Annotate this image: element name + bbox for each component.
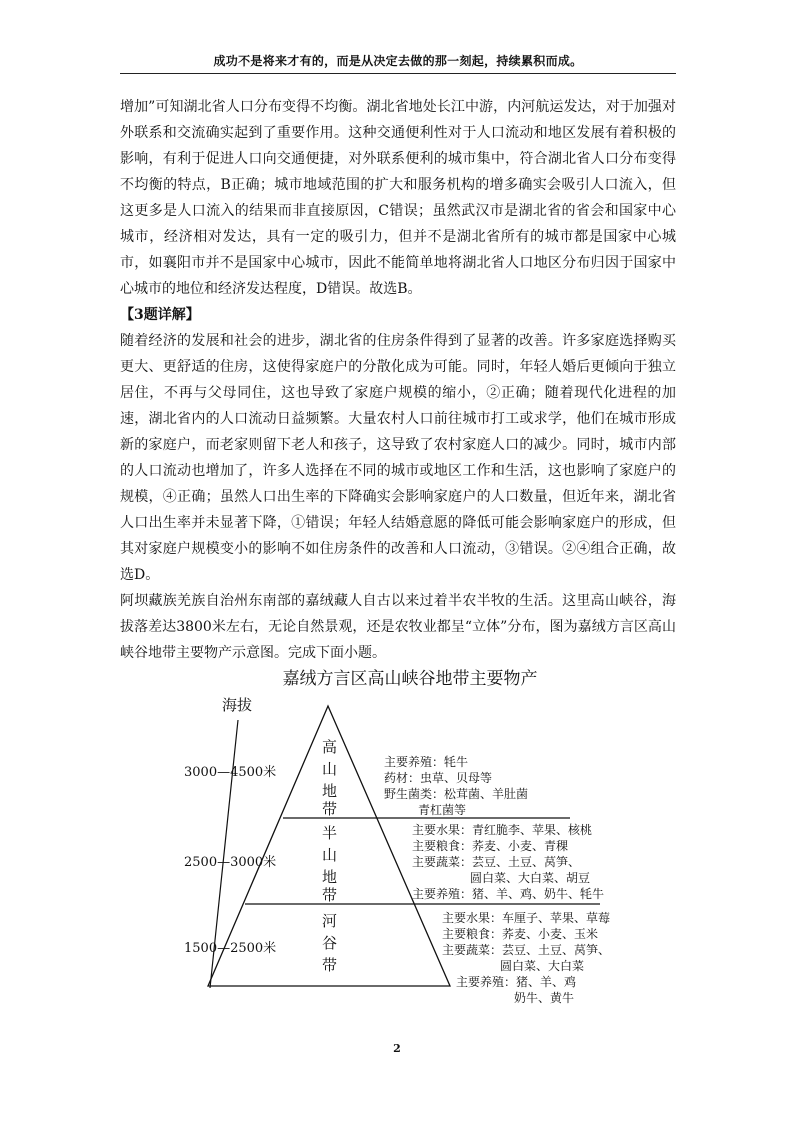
- product-line: 主要粮食：荞麦、小麦、青稞: [412, 839, 569, 853]
- altitude-label-low: 1500—2500米: [184, 941, 277, 956]
- page-header-motto: 成功不是将来才有的，而是从决定去做的那一刻起，持续累积而成。: [213, 54, 583, 68]
- zone-name-valley: [322, 912, 337, 974]
- product-line: 圆白菜、大白菜、胡豆: [470, 871, 591, 885]
- product-line: 主要蔬菜：芸豆、土豆、莴笋、: [442, 943, 611, 957]
- zone-name-high-mountain: [322, 738, 337, 818]
- paragraph-answer-3: 随着经济的发展和社会的进步，湖北省的住房条件得到了显著的改善。许多家庭选择购买更大、更舒适的住房，这使得家庭户的分散化成为可能。同时，年轻人婚后更倾向于独立居住，不再与父母同住，这也导致了家庭户规模的缩小，②正确；随着现代化进程的加速，湖北省内的人口流动日益频繁。大量农村人口前往城市打工或求学，他们在城市形成新的家庭户，而老家则留下老人和孩子，这导致了农村家庭人口的减少。同时，城市内部的人口流动也增加了，许多人选择在不同的城市或地区工作和生活，这也影响了家庭户的规模，④正确；虽然人口出生率的下降确实会影响家庭户的人口数量，但近年来，湖北省人口出生率并未显著下降，①错误；年轻人结婚意愿的降低可能会影响家庭户的形成，但其对家庭户规模变小的影响不如住房条件的改善和人口流动，③错误。②④组合正确，故选D。: [120, 333, 676, 583]
- zone-name-char: 谷: [322, 934, 338, 952]
- zone-name-char: 带: [322, 956, 338, 974]
- zone-name-char: 带: [322, 800, 338, 818]
- product-line: 主要养殖：猪、羊、鸡: [456, 975, 577, 989]
- paragraph-answer-2-conclusion: 增加”可知湖北省人口分布变得不均衡。湖北省地处长江中游，内河航运发达，对于加强对外联系和交流确实起到了重要作用。这种交通便利性对于人口流动和地区发展有着积极的影响，有利于促进人口向交通便捷，对外联系便利的城市集中，符合湖北省人口分布变得不均衡的特点，B正确；城市地域范围的扩大和服务机构的增多确实会吸引人口流入，但这更多是人口流入的结果而非直接原因，C错误；虽然武汉市是湖北省的省会和国家中心城市，经济相对发达，具有一定的吸引力，但并不是湖北省所有的城市都是国家中心城市，如襄阳市并不是国家中心城市，因此不能简单地将湖北省人口地区分布归因于国家中心城市的地位和经济发达程度，D错误。故选B。: [120, 99, 676, 297]
- product-line: 药材：虫草、贝母等: [384, 771, 493, 785]
- question-3-heading: 【3题详解】: [120, 307, 200, 323]
- document-body: [120, 94, 676, 666]
- altitude-label-mid: 2500—3000米: [184, 855, 277, 870]
- altitude-label-high: 3000—4500米: [184, 765, 277, 780]
- product-line: 主要水果：青红脆李、苹果、核桃: [412, 823, 593, 837]
- products-high-mountain: [384, 754, 528, 817]
- product-line: 圆白菜、大白菜: [500, 959, 585, 973]
- zone-name-char: 半: [322, 824, 338, 842]
- page-number: 2: [393, 1042, 401, 1055]
- zone-name-char: 河: [322, 912, 338, 930]
- product-line: 主要养殖：猪、羊、鸡、奶牛、牦牛: [412, 887, 605, 901]
- paragraph-question-context: 阿坝藏族羌族自治州东南部的嘉绒藏人自古以来过着半农半牧的生活。这里高山峡谷，海拔落差达3800米左右，无论自然景观，还是农牧业都呈“立体”分布，图为嘉绒方言区高山峡谷地带主要物产示意图。完成下面小题。: [120, 593, 676, 661]
- zone-name-char: 山: [322, 846, 338, 864]
- zone-name-char: 地: [322, 782, 338, 800]
- altitude-zone-diagram: [150, 690, 620, 1010]
- zone-name-mid-mountain: [322, 824, 337, 904]
- figure-title: 嘉绒方言区高山峡谷地带主要物产: [282, 669, 538, 689]
- zone-name-char: 山: [322, 760, 338, 778]
- product-line: 青杠菌等: [418, 803, 467, 817]
- altitude-axis-label: 海拔: [222, 696, 253, 714]
- zone-name-char: 高: [322, 738, 338, 756]
- product-line: 主要粮食：荞麦、小麦、玉米: [442, 927, 599, 941]
- header-divider: [120, 73, 676, 74]
- products-valley: [442, 910, 610, 1005]
- product-line: 奶牛、黄牛: [514, 991, 575, 1005]
- zone-name-char: 带: [322, 886, 338, 904]
- product-line: 主要蔬菜：芸豆、土豆、莴笋、: [412, 855, 581, 869]
- products-mid-mountain: [412, 822, 604, 901]
- product-line: 主要养殖：牦牛: [384, 755, 469, 769]
- product-line: 野生菌类：松茸菌、羊肚菌: [384, 787, 529, 801]
- product-line: 主要水果：车厘子、苹果、草莓: [442, 911, 611, 925]
- zone-name-char: 地: [322, 868, 338, 886]
